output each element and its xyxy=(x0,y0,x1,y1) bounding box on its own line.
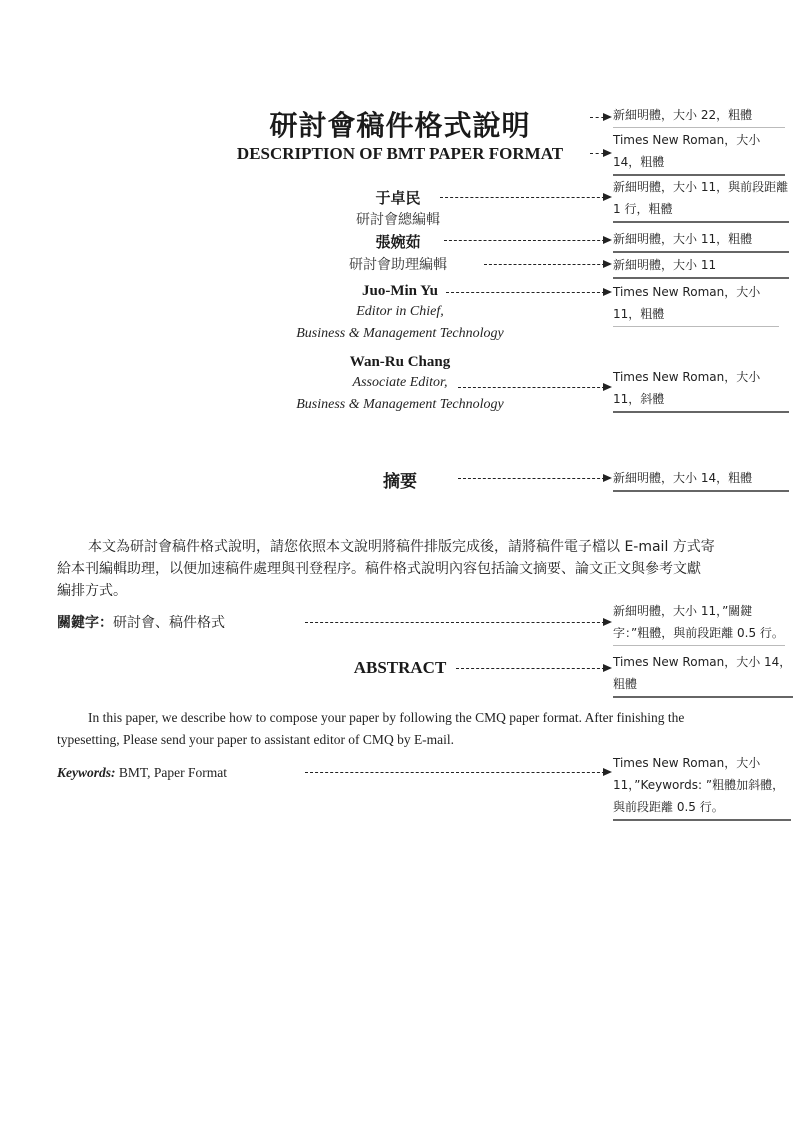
page-title-cn: 研討會稿件格式說明 xyxy=(269,109,531,142)
note-abstract-en: Times New Roman，大小 14，粗體 xyxy=(613,651,793,698)
arrow-title-en xyxy=(590,153,610,154)
arrow-author-1-cn xyxy=(440,197,610,198)
keywords-en-value: BMT, Paper Format xyxy=(115,765,227,780)
note-role-en: Times New Roman，大小 11，斜體 xyxy=(613,366,789,413)
author-1-role-cn: 研討會總編輯 xyxy=(356,212,440,228)
abstract-cn-line-2: 給本刊編輯助理，以便加速稿件處理與刊登程序。稿件格式說明內容包括論文摘要、論文正文與參考文獻 xyxy=(57,561,701,577)
author-2-role-cn: 研討會助理編輯 xyxy=(349,257,447,273)
author-2-org-en: Business & Management Technology xyxy=(296,397,504,412)
note-title-cn: 新細明體，大小 22，粗體 xyxy=(613,104,785,128)
author-1-org-en: Business & Management Technology xyxy=(296,326,504,341)
author-1-role-en: Editor in Chief, xyxy=(356,304,444,319)
abstract-heading-cn: 摘要 xyxy=(383,472,417,492)
arrow-author-2-cn xyxy=(444,240,610,241)
arrow-role-2-cn xyxy=(484,264,610,265)
note-keywords-en: Times New Roman，大小 11，”Keywords: ”粗體加斜體，與前段距離 0.5 行。 xyxy=(613,752,791,821)
author-2-name-cn: 張婉茹 xyxy=(375,233,421,251)
abstract-en-line-1: In this paper, we describe how to compose your paper by following the CMQ paper format. After finishing the xyxy=(88,710,685,725)
keywords-en xyxy=(57,762,227,783)
abstract-en-line-2: typesetting, Please send your paper to assistant editor of CMQ by E-mail. xyxy=(57,732,455,747)
note-name-en: Times New Roman，大小 11，粗體 xyxy=(613,281,779,327)
note-author-2-cn: 新細明體，大小 11，粗體 xyxy=(613,228,789,253)
author-2-role-en: Associate Editor, xyxy=(352,375,448,390)
keywords-cn-value: 研討會、稿件格式 xyxy=(113,615,225,631)
arrow-keywords-cn xyxy=(305,622,610,623)
author-1-name-en: Juo-Min Yu xyxy=(362,283,438,299)
arrow-title-cn xyxy=(590,117,610,118)
author-1-name-cn: 于卓民 xyxy=(375,189,421,207)
keywords-en-label: Keywords: xyxy=(57,765,116,780)
arrow-abstract-cn xyxy=(458,478,610,479)
note-title-en: Times New Roman，大小 14，粗體 xyxy=(613,129,785,176)
arrow-role-en xyxy=(458,387,610,388)
arrow-abstract-en xyxy=(456,668,610,669)
note-role-2-cn: 新細明體，大小 11 xyxy=(613,254,789,279)
keywords-cn xyxy=(57,613,225,634)
arrow-name-en xyxy=(446,292,610,293)
note-author-cn: 新細明體，大小 11，與前段距離 1 行，粗體 xyxy=(613,176,789,223)
abstract-heading-en: ABSTRACT xyxy=(353,658,447,677)
abstract-cn-line-1: 本文為研討會稿件格式說明，請您依照本文說明將稿件排版完成後，請將稿件電子檔以 E-mail 方式寄 xyxy=(88,539,715,555)
keywords-cn-label: 關鍵字： xyxy=(57,615,113,631)
page-title-en: DESCRIPTION OF BMT PAPER FORMAT xyxy=(236,144,564,163)
abstract-cn-line-3: 編排方式。 xyxy=(57,583,127,599)
note-abstract-cn: 新細明體，大小 14，粗體 xyxy=(613,467,789,492)
arrow-keywords-en xyxy=(305,772,610,773)
note-keywords-cn: 新細明體，大小 11，”關鍵字：”粗體，與前段距離 0.5 行。 xyxy=(613,600,785,646)
author-2-name-en: Wan-Ru Chang xyxy=(349,354,451,370)
